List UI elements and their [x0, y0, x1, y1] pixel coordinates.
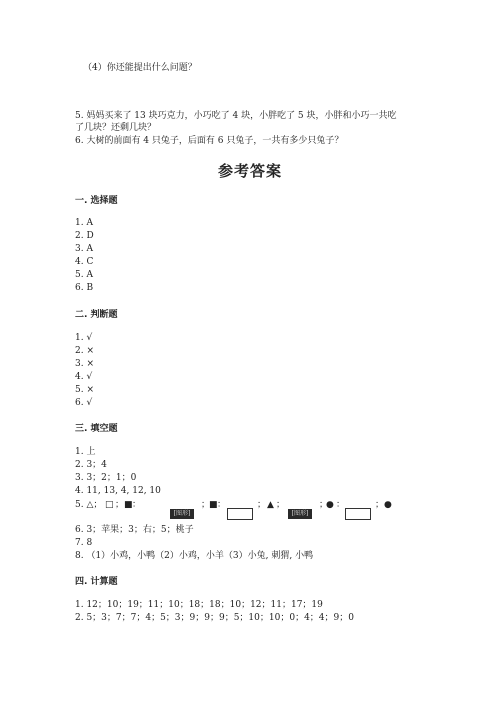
shape-square-filled-2: ■ — [209, 500, 218, 510]
judge-answer-4: 4. √ — [75, 372, 93, 382]
section-calc-title: 四. 计算题 — [75, 577, 118, 587]
image-box-dark-2: [图形] — [288, 509, 312, 519]
fill-answer-6: 6. 3；苹果；3；右；5；桃子 — [75, 525, 194, 535]
choice-answer-3: 3. A — [75, 244, 93, 254]
fill-answer-2: 2. 3；4 — [75, 460, 107, 470]
shape-circle-filled-2: ● — [384, 500, 392, 510]
fill-answer-1: 1. 上 — [75, 447, 96, 457]
image-box-dark-1: [图形] — [170, 509, 194, 519]
problem-6-text: 6. 大树的前面有 4 只兔子，后面有 6 只兔子，一共有多少只兔子？ — [75, 136, 344, 146]
shape-square-filled: ■ — [124, 500, 133, 510]
answer-blank-box-1 — [227, 508, 253, 520]
judge-answer-6: 6. √ — [75, 398, 93, 408]
fill-answer-4: 4. 11, 13, 4, 12, 10 — [75, 486, 161, 496]
section-judge-title: 二. 判断题 — [75, 310, 118, 320]
problem-5-line-1: 5. 妈妈买来了 13 块巧克力，小巧吃了 4 块，小胖吃了 5 块，小胖和小巧一共吃 — [75, 111, 397, 121]
judge-answer-3: 3. × — [75, 359, 94, 369]
answer-key-title: 参考答案 — [217, 162, 282, 180]
choice-answer-5: 5. A — [75, 270, 93, 280]
fill-answer-7: 7. 8 — [75, 538, 93, 548]
section-fill-title: 三. 填空题 — [75, 424, 118, 434]
shape-circle-filled: ● — [326, 500, 334, 510]
fill-answer-3: 3. 3；2；1；0 — [75, 473, 137, 483]
answer-blank-box-2 — [345, 508, 371, 520]
judge-answer-5: 5. × — [75, 385, 94, 395]
question-4-text: （4）你还能提出什么问题？ — [83, 63, 197, 73]
choice-answer-2: 2. D — [75, 231, 94, 241]
fill-answer-8: 8. （1）小鸡，小鸭（2）小鸡，小羊（3）小兔, 刺猬, 小鸭 — [75, 551, 314, 561]
calc-answer-2: 2. 5；3；7；7；4；5；3；9；9；9；5；10；10；0；4；4；9；0 — [75, 613, 354, 623]
shape-triangle-filled: ▲ — [267, 500, 274, 510]
choice-answer-6: 6. B — [75, 283, 94, 293]
judge-answer-2: 2. × — [75, 346, 94, 356]
shape-square-outline: □ — [105, 500, 114, 510]
judge-answer-1: 1. √ — [75, 333, 93, 343]
section-choice-title: 一. 选择题 — [75, 196, 118, 206]
choice-answer-1: 1. A — [75, 218, 93, 228]
fill-answer-5-shapes: 5. △； □ ； ■ ： [图形] ； ■ ： ； ▲ ； [图形] ； ● ： ； ● — [75, 499, 415, 523]
problem-5-line-2: 了几块？还剩几块？ — [75, 123, 157, 133]
calc-answer-1: 1. 12；10；19；11；10；18；18；10；12；11；17；19 — [75, 600, 323, 610]
choice-answer-4: 4. C — [75, 257, 94, 267]
fill-answer-5-prefix: 5. △； — [75, 500, 103, 510]
